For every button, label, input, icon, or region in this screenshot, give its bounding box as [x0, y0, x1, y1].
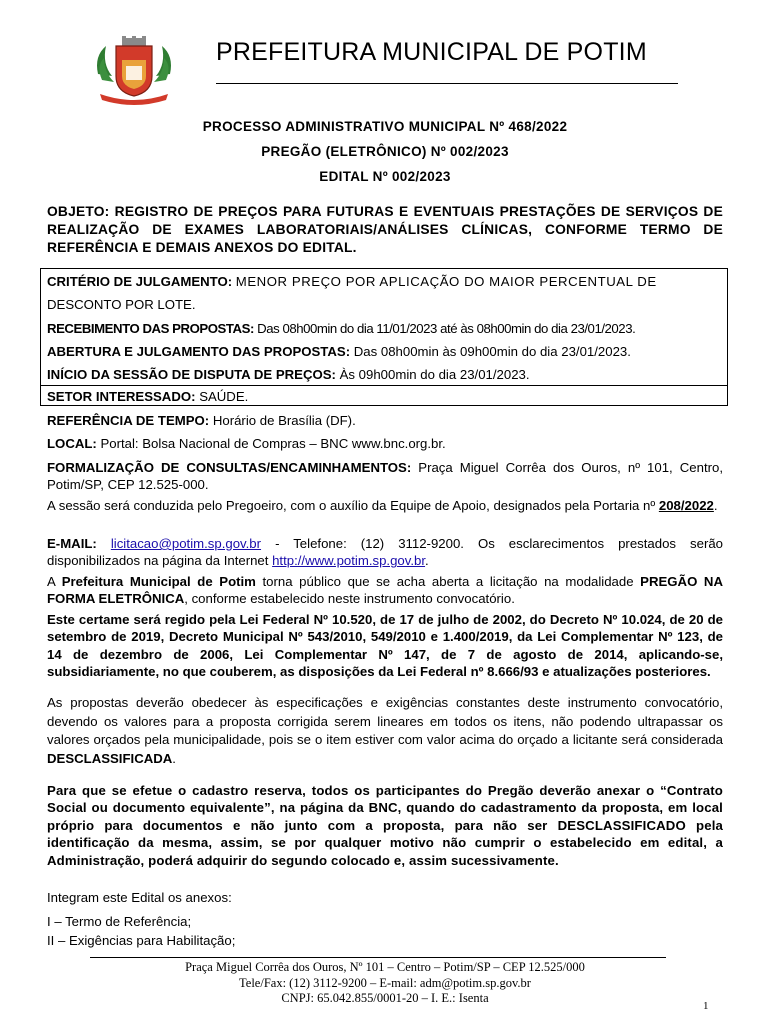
propostas-body: As propostas deverão obedecer às especificações e exigências constantes deste instrumento convocatório, devendo os valores para a proposta corrigida serem lineares em todos os itens, não podendo ultrapassar os valores orçados pela municipalidade, pois se o item estiver com valor acima do orçado a licitante será considerada — [47, 695, 723, 748]
footer-cnpj: CNPJ: 65.042.855/0001-20 – I. E.: Isenta — [281, 991, 489, 1005]
email-label: E-MAIL: — [47, 536, 97, 551]
propostas-text — [47, 694, 723, 768]
objeto-text: OBJETO: REGISTRO DE PREÇOS PARA FUTURAS E EVENTUAIS PRESTAÇÕES DE SERVIÇOS DE REALIZAÇÃO DE EXAMES LABORATORIAIS/ANÁLISES CLÍNICAS, CONFORME TERMO DE REFERÊNCIA E DEMAIS ANEXOS DO EDITAL. — [47, 204, 723, 255]
aviso-modalidade: PREGÃO NA FORMA ELETRÔNICA — [47, 574, 723, 607]
aviso-text — [47, 573, 723, 608]
propostas-end: . — [172, 750, 176, 766]
process-number: PROCESSO ADMINISTRATIVO MUNICIPAL Nº 468/2022 — [202, 119, 568, 134]
municipal-crest-icon — [92, 36, 176, 106]
website-link[interactable]: http://www.potim.sp.gov.br — [272, 553, 426, 569]
sessao-end: . — [713, 498, 718, 513]
criterio-line — [47, 274, 721, 289]
cadastro-text: Para que se efetue o cadastro reserva, todos os participantes do Pregão deverão anexar o “Contrato Social ou documento equivalente”, na página da BNC, quando do cadastramento da proposta, em local próprio para documentos e não junto com a proposta, para não ser DESCLASSIFICADO pela identificação da mesma, assim, se por qualquer motivo não cumprir o estabelecido em edital, a Administração, poderá adquirir do segundo colocado e, assim sucessivamente. — [47, 783, 723, 868]
criterio-value: MENOR PREÇO POR APLICAÇÃO DO MAIOR PERCENTUAL DE — [235, 274, 657, 289]
formalizacao — [47, 459, 723, 494]
inicio-line — [47, 367, 721, 382]
recebimento-line — [47, 321, 721, 336]
inicio-value: Às 09h00min do dia 23/01/2023. — [339, 367, 530, 382]
sessao-body: A sessão será conduzida pelo Pregoeiro, com o auxílio da Equipe de Apoio, designados pela Portaria nº — [47, 498, 656, 513]
criterio-label: CRITÉRIO DE JULGAMENTO: — [47, 274, 233, 289]
recebimento-value: Das 08h00min do dia 11/01/2023 até às 08h00min do dia 23/01/2023. — [257, 321, 636, 336]
aviso-a: A — [47, 574, 56, 589]
setor-line — [47, 389, 721, 404]
inicio-label: INÍCIO DA SESSÃO DE DISPUTA DE PREÇOS: — [47, 367, 336, 382]
email-link[interactable]: licitacao@potim.sp.gov.br — [110, 536, 262, 551]
footer-contact: Tele/Fax: (12) 3112-9200 – E-mail: adm@potim.sp.gov.br — [239, 976, 531, 990]
setor-label: SETOR INTERESSADO: — [47, 389, 196, 404]
box-divider — [41, 385, 727, 386]
criterio-value-continuation: DESCONTO POR LOTE. — [47, 297, 196, 312]
local-value: Portal: Bolsa Nacional de Compras – BNC www.bnc.org.br. — [100, 436, 446, 451]
anexos-intro: Integram este Edital os anexos: — [47, 890, 232, 905]
abertura-value: Das 08h00min às 09h00min do dia 23/01/2023. — [353, 344, 631, 359]
edital-number: EDITAL Nº 002/2023 — [319, 169, 451, 184]
lei-text: Este certame será regido pela Lei Federal Nº 10.520, de 17 de julho de 2002, do Decreto Nº 10.024, de 20 de setembro de 2019, Decreto Municipal Nº 543/2010, 549/2010 e 1.400/2019, da Lei Complementar Nº 123, de 14 de dezembro de 2006, Lei Complementar Nº 147, de 7 de agosto de 2014, aplicando-se, subsidiariamente, no que couberem, as disposições da Lei Federal nº 8.666/93 e atualizações posteriores. — [47, 612, 723, 680]
propostas-bold: DESCLASSIFICADA — [47, 750, 173, 766]
aviso-end: , conforme estabelecido neste instrumento convocatório. — [184, 591, 515, 607]
email-end: . — [425, 553, 429, 569]
referencia-label: REFERÊNCIA DE TEMPO: — [47, 413, 210, 428]
header-divider — [216, 83, 678, 84]
referencia-tempo — [47, 412, 723, 429]
setor-value: SAÚDE. — [199, 389, 249, 404]
aviso-mid: torna público que se acha aberta a licitação na modalidade — [262, 574, 634, 589]
header-title: PREFEITURA MUNICIPAL DE POTIM — [216, 38, 647, 66]
footer-divider — [90, 957, 666, 958]
recebimento-label: RECEBIMENTO DAS PROPOSTAS: — [47, 321, 254, 336]
summary-box — [40, 268, 728, 406]
portaria-number: 208/2022 — [658, 498, 714, 513]
footer-address: Praça Miguel Corrêa dos Ouros, Nº 101 – Centro – Potim/SP – CEP 12.525/000 — [185, 960, 585, 974]
local-label: LOCAL: — [47, 436, 97, 451]
formalizacao-label: FORMALIZAÇÃO DE CONSULTAS/ENCAMINHAMENTOS: — [47, 460, 412, 475]
anexo-item-1: I – Termo de Referência; — [47, 914, 192, 929]
aviso-prefeitura: Prefeitura Municipal de Potim — [61, 574, 256, 589]
email-text: - Telefone: (12) 3112-9200. Os esclarecimentos prestados serão disponibilizados na página da Internet — [47, 536, 724, 569]
anexo-item-2: II – Exigências para Habilitação; — [47, 933, 236, 948]
local — [47, 435, 723, 452]
formalizacao-value: Praça Miguel Corrêa dos Ouros, nº 101, Centro, Potim/SP, CEP 12.525-000. — [47, 460, 723, 493]
pregao-number: PREGÃO (ELETRÔNICO) Nº 002/2023 — [261, 144, 509, 159]
abertura-label: ABERTURA E JULGAMENTO DAS PROPOSTAS: — [47, 344, 351, 359]
sessao-text — [47, 497, 723, 514]
referencia-value: Horário de Brasília (DF). — [212, 413, 356, 428]
abertura-line — [47, 344, 721, 359]
email-contact — [47, 535, 723, 570]
page-number: 1 — [703, 1000, 709, 1012]
